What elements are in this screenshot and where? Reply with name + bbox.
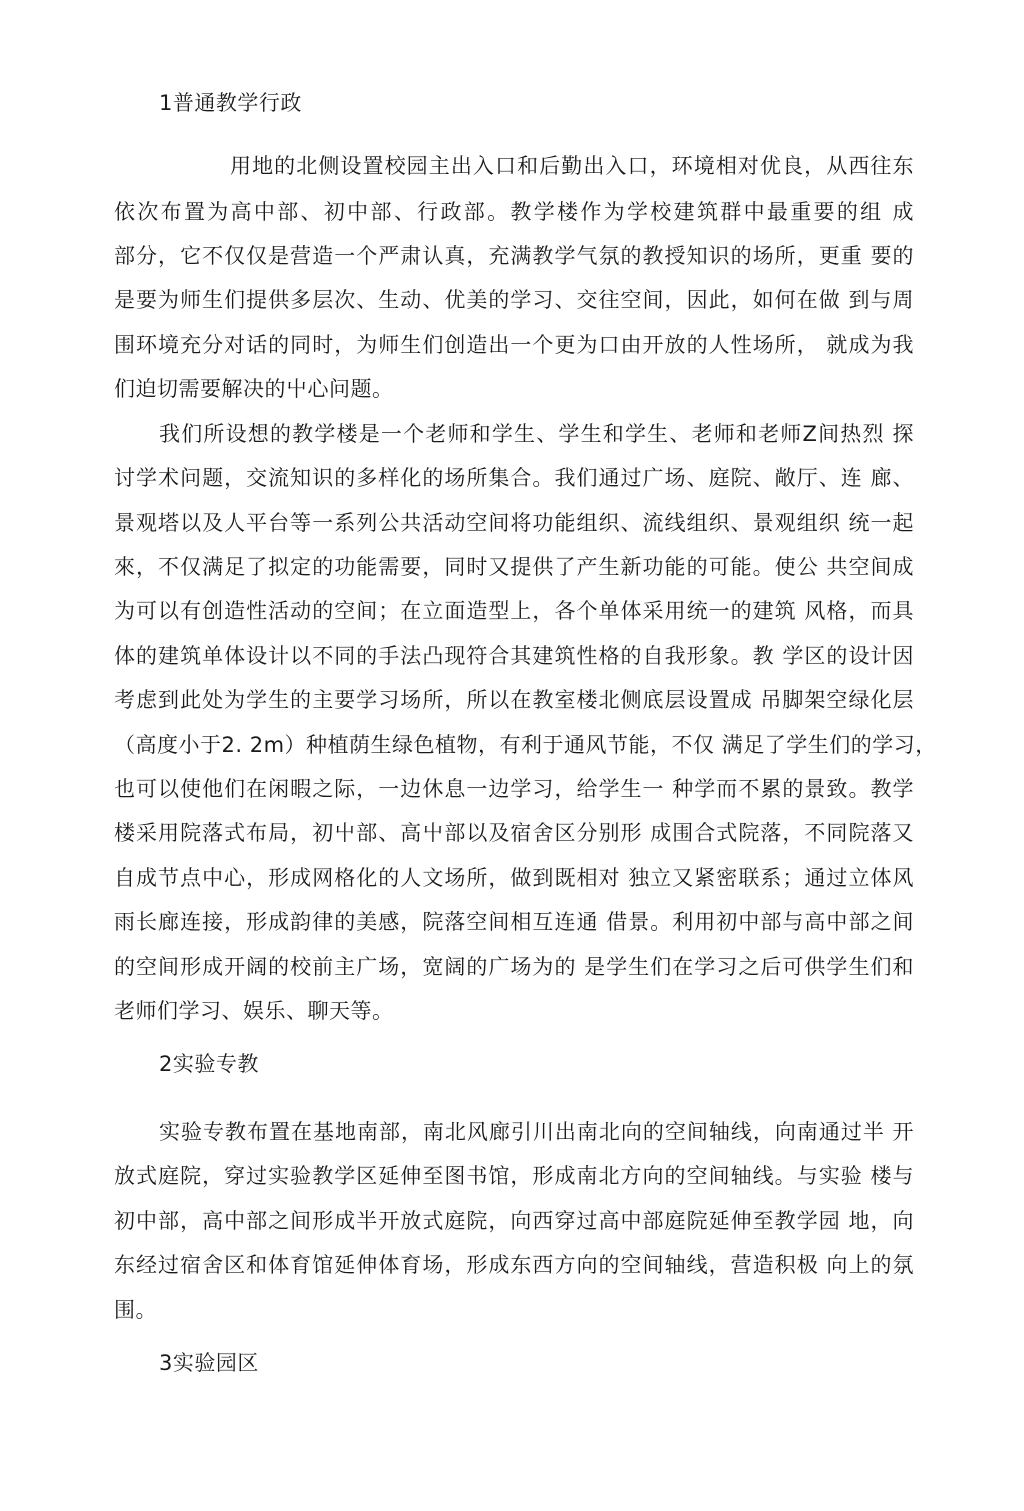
paragraph-line: 初中部，高中部之间形成半开放式庭院，向西穿过高中部庭院延伸至教学园 地，向 [114, 1209, 914, 1233]
paragraph-line: 老师们学习、娱乐、聊天等。 [114, 999, 394, 1023]
paragraph-line: 实验专教布置在基地南部，南北风廊引川出南北向的空间轴线，向南通过半 开 [159, 1120, 914, 1144]
paragraph-line: 楼采用院落式布局，初屮部、高屮部以及宿舍区分别形 成围合式院落，不同院落又 [114, 821, 914, 845]
paragraph-line: 來，不仅满足了拟定的功能需要，同时又提供了产生新功能的可能。使公 共空间成 [114, 555, 914, 579]
paragraph-line: 我们所设想的教学楼是一个老师和学生、学生和学生、老师和老师Z间热烈 探 [159, 422, 914, 446]
paragraph-line: 考虑到此处为学生的主要学习场所，所以在教室楼北侧底层设置成 吊脚架空绿化层 [114, 688, 914, 712]
paragraph-line: 也可以使他们在闲暇之际，一边休息一边学习，给学生一 种学而不累的景致。教学 [114, 777, 914, 801]
paragraph-line: 雨长廊连接，形成韵律的美感，院落空间相互连通 借景。利用初中部与高中部之间 [114, 910, 914, 934]
section-heading-3: 3实验园区 [159, 1351, 259, 1375]
paragraph-line: 围。 [114, 1298, 157, 1322]
paragraph-line: 体的建筑单体设计以不同的手法凸现符合其建筑性格的自我形象。教 学区的设计因 [114, 644, 914, 668]
paragraph-line: （高度小于2. 2m）种植荫生绿色植物，有利于通风节能，不仅 满足了学生们的学习， [114, 733, 937, 757]
paragraph-line: 景观塔以及人平台等一系列公共活动空间将功能组织、流线组织、景观组织 统一起 [114, 511, 914, 535]
paragraph-line: 是要为师生们提供多层次、生动、优美的学习、交往空间，因此，如何在做 到与周 [114, 288, 914, 312]
paragraph-line: 围环境充分对话的同时，为师生们创造出一个更为口由开放的人性场所， 就成为我 [114, 333, 914, 357]
paragraph-line: 用地的北侧设置校园主出入口和后勤出入口，环境相对优良，从西往东 [230, 154, 914, 178]
paragraph-line: 为可以有创造性活动的空间；在立面造型上，各个单体采用统一的建筑 风格，而具 [114, 599, 914, 623]
paragraph-line: 自成节点中心，形成网格化的人文场所，做到既相对 独立又紧密联系；通过立体风 [114, 866, 914, 890]
paragraph-line: 东经过宿舍区和体育馆延伸体育场，形成东西方向的空间轴线，营造积极 向上的氛 [114, 1253, 914, 1277]
paragraph-line: 讨学术问题，交流知识的多样化的场所集合。我们通过广场、庭院、敞厅、连 廊、 [114, 466, 914, 490]
paragraph-line: 的空间形成开阔的校前主广场，宽阔的广场为的 是学生们在学习之后可供学生们和 [114, 955, 914, 979]
paragraph-line: 们迫切需要解决的屮心问题。 [114, 377, 394, 401]
section-heading-2: 2实验专教 [159, 1052, 259, 1076]
paragraph-line: 放式庭院，穿过实验教学区延伸至图书馆，形成南北方向的空间轴线。与实验 楼与 [114, 1164, 914, 1188]
paragraph-line: 依次布置为高中部、初中部、行政部。教学楼作为学校建筑群中最重要的组 成 [114, 200, 914, 224]
paragraph-line: 部分，它不仅仅是营造一个严肃认真，充满教学气氛的教授知识的场所，更重 要的 [114, 244, 914, 268]
section-heading-1: 1普通教学行政 [159, 91, 302, 115]
